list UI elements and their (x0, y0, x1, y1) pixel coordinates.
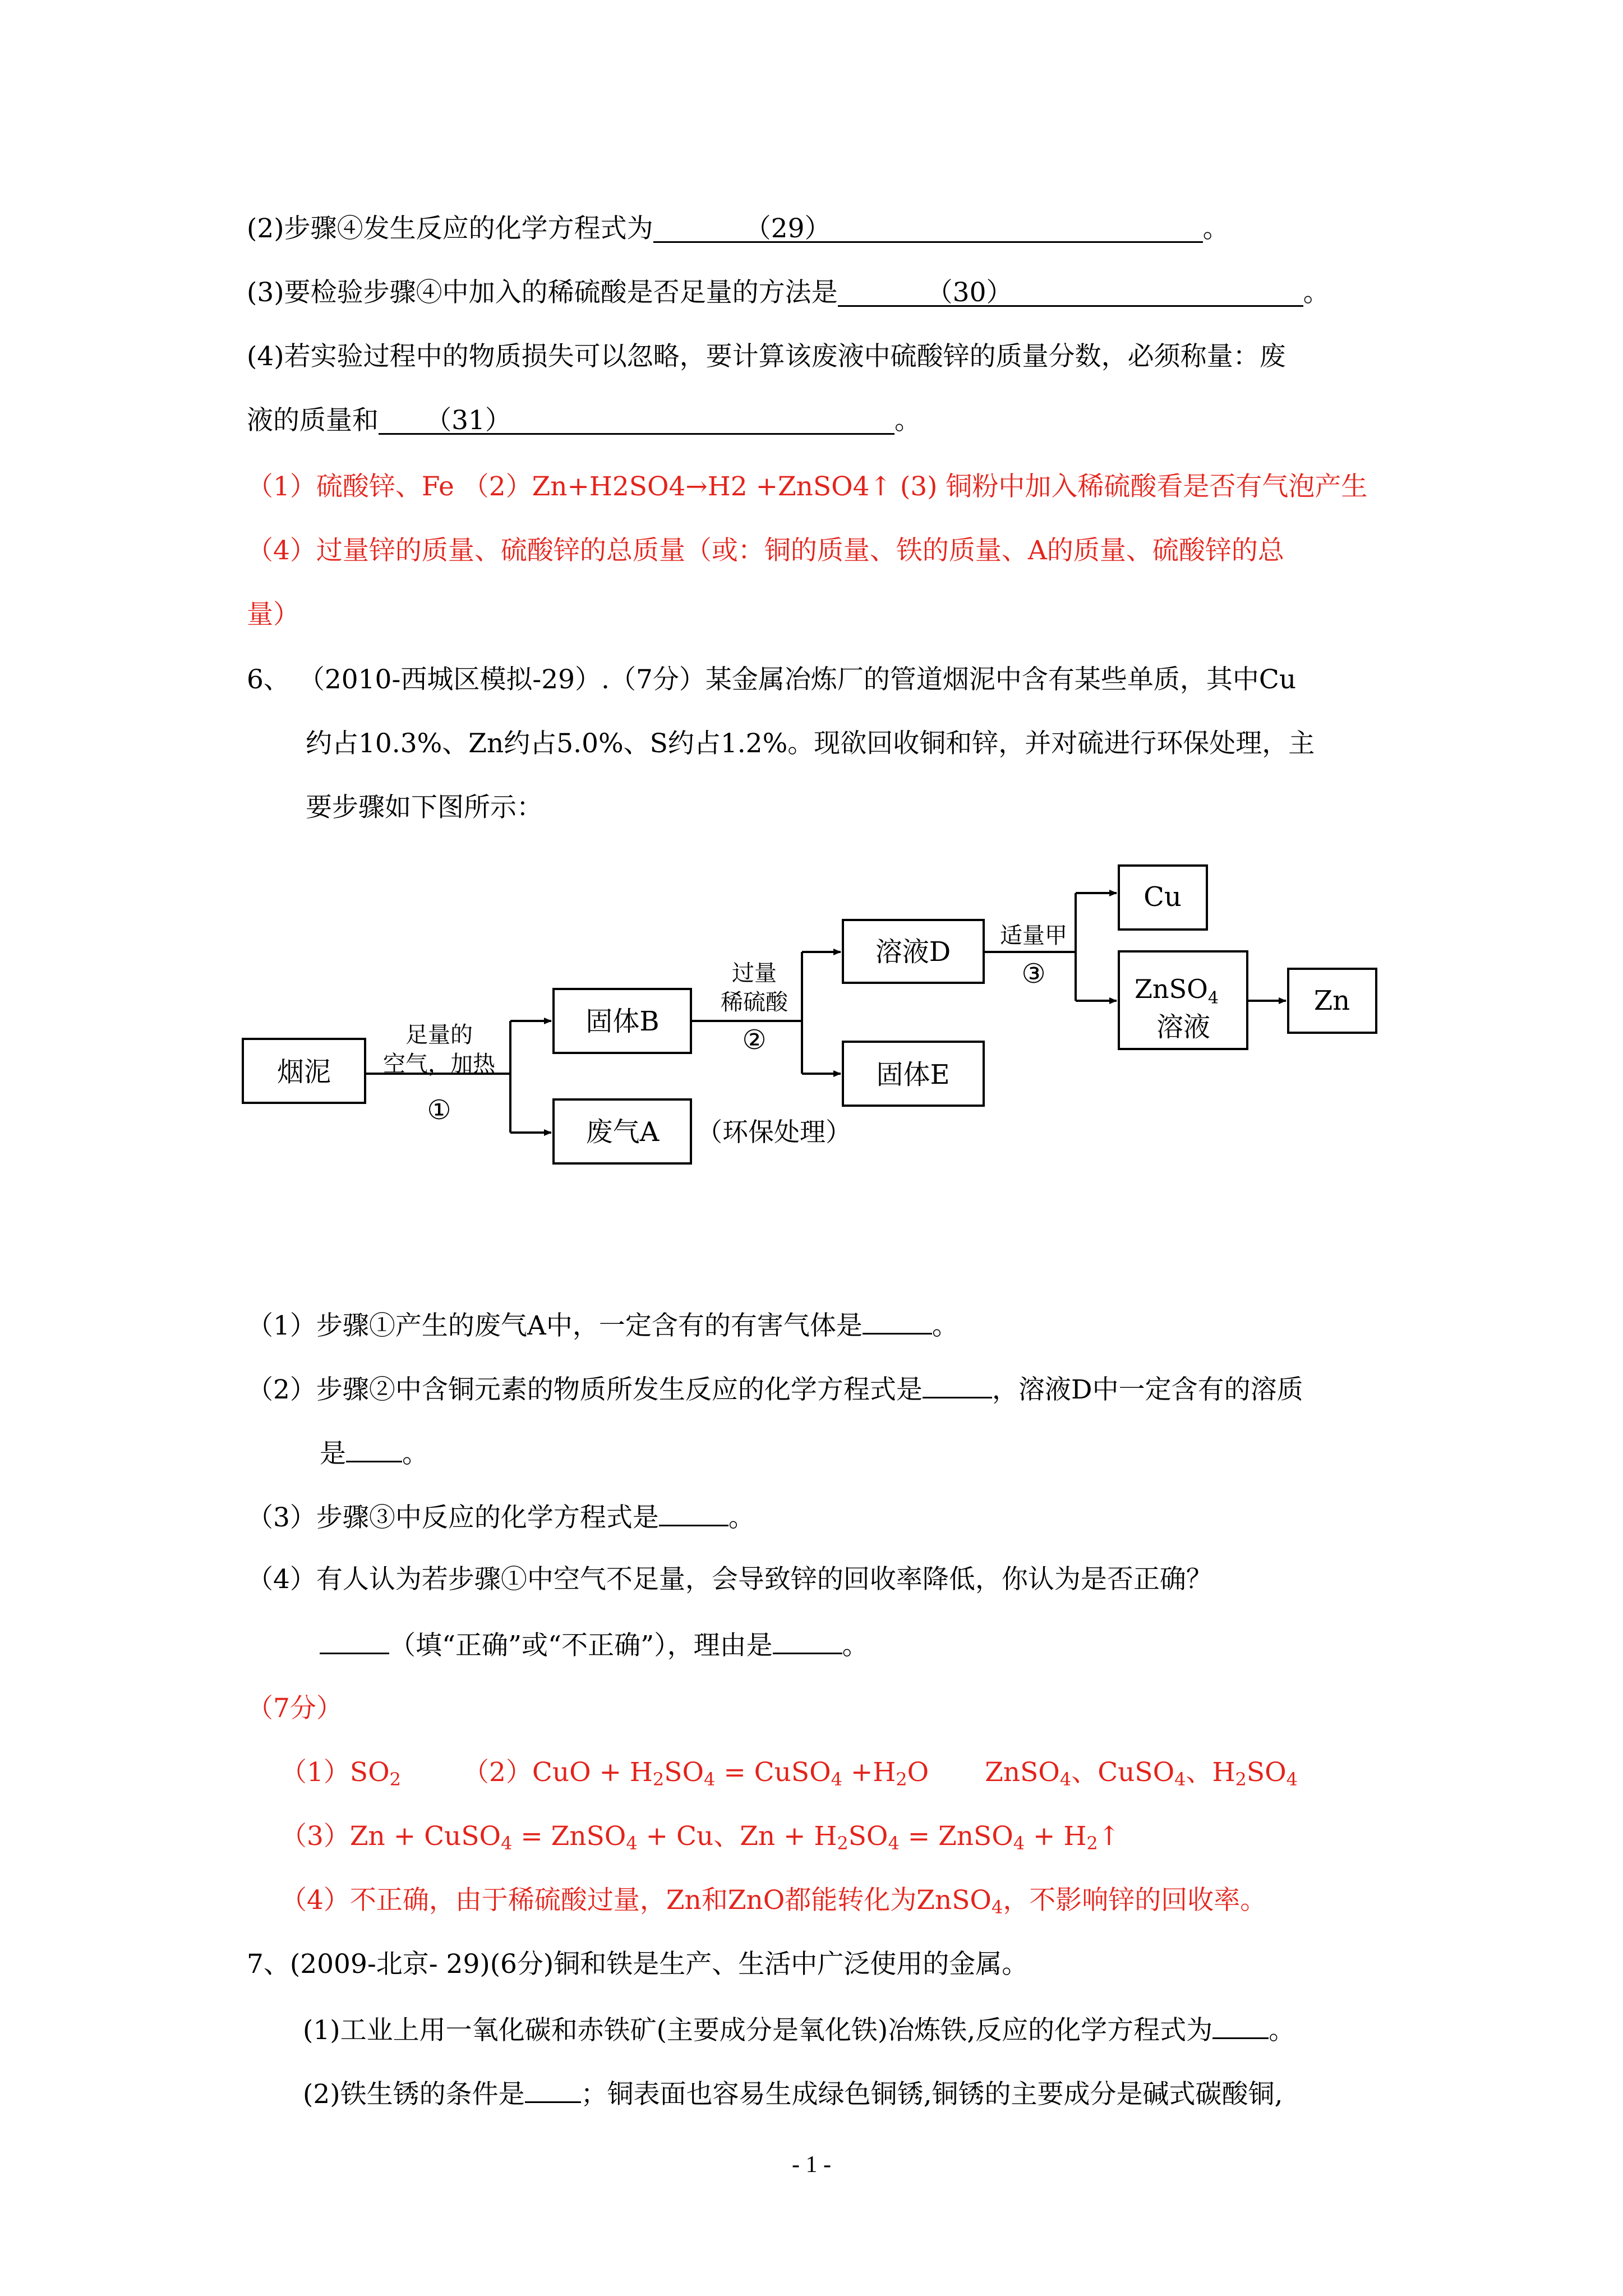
q7-part-2: (2)铁生锈的条件是 ；铜表面也容易生成绿色铜锈,铜锈的主要成分是碱式碳酸铜, (303, 2076, 1283, 2111)
answer-blank-29[interactable]: （29） (653, 212, 1203, 243)
q6-part-3: （3）步骤③中反应的化学方程式是 。 (247, 1499, 755, 1535)
label-solid-e: 固体E (876, 1059, 950, 1091)
q6-head-1: 6、 （2010-西城区模拟-29）.（7分）某金属冶炼厂的管道烟泥中含有某些单质，其中Cu (247, 664, 1297, 695)
answer-blank[interactable] (659, 1499, 728, 1526)
q6-answer-1: $(1)SO_2$ $(2)CuO + H_2SO_4$ = CuSO$_4$ $+H_2O$ ZnSO$_4$、CuSO$_4$、$H_2SO_4$ (280, 1757, 1298, 1790)
q6-head-3: 要步骤如下图所示： (306, 792, 543, 823)
label-solid-b: 固体B (585, 1006, 660, 1037)
label-gas-a: 废气A (585, 1116, 660, 1148)
q7-part-1: (1)工业上用一氧化碳和赤铁矿(主要成分是氧化铁)冶炼铁,反应的化学方程式为 。 (303, 2012, 1295, 2047)
q6-answer-3: （4）不正确，由于稀硫酸过量，Zn和ZnO都能转化为ZnSO$_4$，不影响锌的回收率。 (280, 1885, 1267, 1918)
label-solution-d: 溶液D (875, 936, 951, 968)
label-huanbao: （环保处理） (697, 1117, 851, 1147)
label-znso4-line2: 溶液 (1156, 1011, 1211, 1043)
label-zn: Zn (1313, 985, 1350, 1016)
step3-number: ③ (1021, 958, 1046, 990)
q6-answer-2: （3）Zn + CuSO$_4$ = ZnSO$_4$ + Cu、$Zn + H_2SO_4$ = ZnSO$_4$ + $H_2↑$ (280, 1821, 1121, 1854)
q5-answer-3: 量） (247, 599, 299, 630)
q5-line-3: (3)要检验步骤④中加入的稀硫酸是否足量的方法是 （30） 。 (247, 277, 1330, 308)
answer-blank[interactable] (923, 1371, 992, 1398)
answer-blank-31[interactable]: （31） (379, 404, 895, 435)
q7-head: 7、(2009-北京- 29)(6分)铜和铁是生产、生活中广泛使用的金属。 (247, 1949, 1029, 1980)
label-cu: Cu (1144, 881, 1182, 913)
q6-part-4-cont: （填“正确”或“不正确”），理由是 。 (320, 1627, 869, 1663)
q5-answer-2: （4）过量锌的质量、硫酸锌的总质量（或：铜的质量、铁的质量、A的质量、硫酸锌的总 (247, 535, 1284, 566)
q6-part-4: （4）有人认为若步骤①中空气不足量，会导致锌的回收率降低，你认为是否正确？ (247, 1564, 1212, 1595)
step2-label-2: 稀硫酸 (721, 990, 788, 1015)
q5-line-4a: (4)若实验过程中的物质损失可以忽略，要计算该废液中硫酸锌的质量分数，必须称量：废 (247, 341, 1286, 372)
answer-blank[interactable] (773, 1627, 842, 1654)
step2-label-1: 过量 (732, 960, 777, 986)
q6-part-1: （1）步骤①产生的废气A中，一定含有的有害气体是 。 (247, 1307, 958, 1343)
step2-number: ② (742, 1024, 767, 1056)
q6-part-2: （2）步骤②中含铜元素的物质所发生反应的化学方程式是 ，溶液D中一定含有的溶质 (247, 1371, 1303, 1407)
answer-blank[interactable] (863, 1307, 932, 1335)
q6-answer-score: （7分） (247, 1693, 343, 1724)
label-yanni: 烟泥 (276, 1056, 331, 1088)
q6-head-2: 约占10.3%、Zn约占5.0%、S约占1.2%。现欲回收铜和锌，并对硫进行环保处理，主 (306, 728, 1315, 759)
label-znso4-line1: ZnSO$_4$ (1135, 974, 1219, 1008)
page-number: - 1 - (792, 2152, 831, 2178)
step3-label-1: 适量甲 (1000, 923, 1067, 949)
answer-blank[interactable] (346, 1435, 402, 1462)
answer-blank[interactable] (320, 1627, 389, 1654)
answer-blank[interactable] (1212, 2012, 1269, 2039)
step1-label-1: 足量的 (405, 1022, 473, 1048)
step1-number: ① (427, 1094, 451, 1126)
answer-blank[interactable] (525, 2076, 581, 2103)
answer-blank-30[interactable]: （30） (838, 276, 1303, 307)
q5-answer-1: （1）硫酸锌、Fe （2）Zn+H2SO4→H2 +ZnSO4↑ (3) 铜粉中加入稀硫酸看是否有气泡产生 (247, 471, 1368, 502)
q5-line-2: (2)步骤④发生反应的化学方程式为 （29） 。 (247, 213, 1229, 244)
q5-line-4b: 液的质量和 （31） 。 (247, 405, 921, 436)
step1-label-2: 空气，加热 (383, 1051, 495, 1077)
q6-part-2-cont: 是 。 (320, 1435, 428, 1471)
